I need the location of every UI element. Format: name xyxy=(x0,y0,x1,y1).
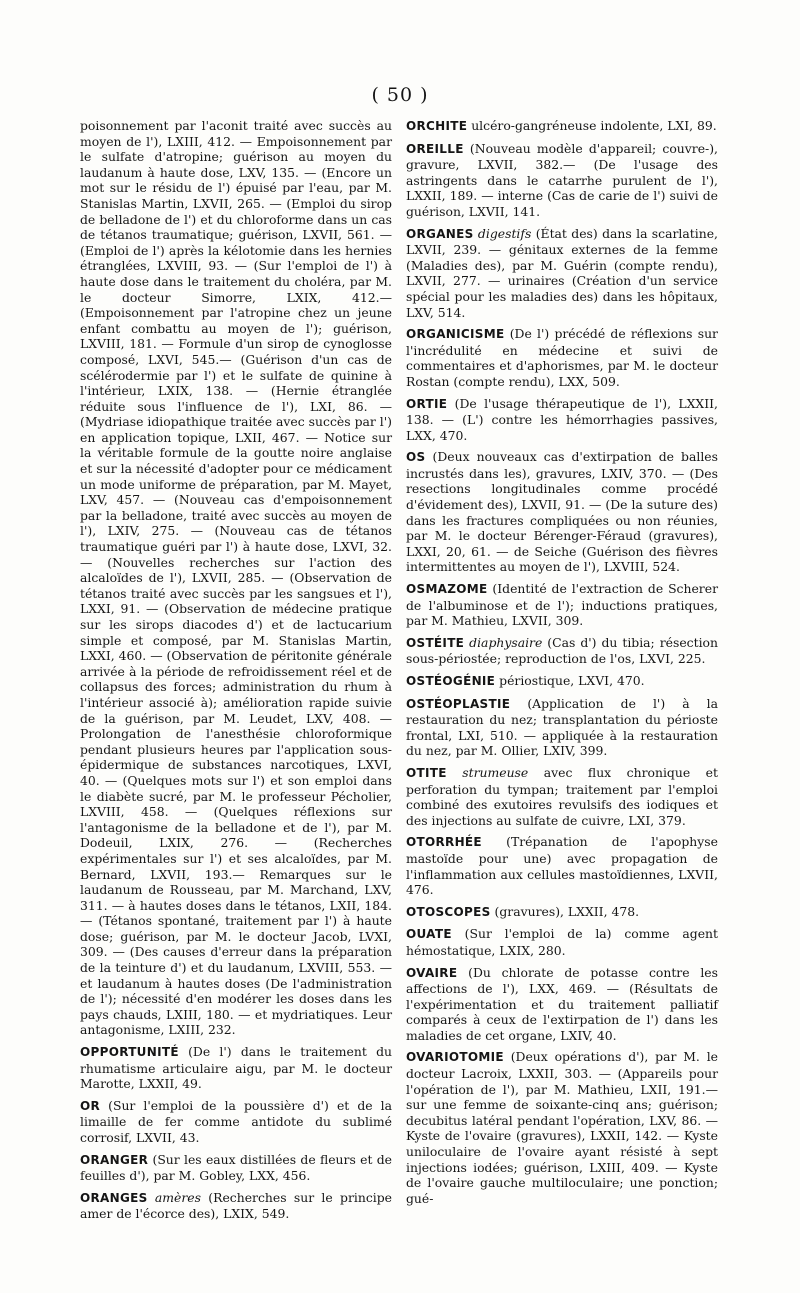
index-entry xyxy=(406,326,718,389)
entry-text: (Trépanation de l'apophyse mastoïde pour une) avec propagation de l'inflammation aux cellules mastoïdiennes, LXVII, 476. xyxy=(406,834,718,898)
index-entry xyxy=(406,926,718,958)
entry-text: (Application de l') à la restauration du nez; transplantation du périoste frontal, LXI, 510. — appliquée à la restauration du nez, par M. Ollier, LXIV, 399. xyxy=(406,695,718,759)
entry-text: périostique, LXVI, 470. xyxy=(499,673,645,688)
index-entry xyxy=(406,141,718,220)
entry-headword: ORANGER xyxy=(80,1152,149,1167)
entry-italic: digestifs xyxy=(477,225,532,241)
entry-text: ulcéro-gangréneuse indolente, LXI, 89. xyxy=(471,118,717,133)
index-entry xyxy=(80,1152,392,1184)
entry-headword: OVAIRE xyxy=(406,965,458,980)
entry-text: (Sur l'emploi de la) comme agent hémostatique, LXIX, 280. xyxy=(406,926,718,958)
entry-headword: ORCHITE xyxy=(406,119,468,133)
entry-headword: OSTÉITE xyxy=(406,635,465,650)
entry-text: (Du chlorate de potasse contre les affections de l'), LXX, 469. — (Résultats de l'expérimentation et du traitement palliatif comparés à ceux de l'extirpation de l') dans les maladies de cet organe, LXIV, 40. xyxy=(406,964,718,1043)
entry-italic: diaphysaire xyxy=(469,634,543,650)
entry-text: (De l') dans le traitement du rhumatisme articulaire aigu, par M. le docteur Marotte, LXXII, 49. xyxy=(80,1044,392,1092)
left-column xyxy=(80,118,392,1228)
entry-text: avec flux chronique et perforation du tympan; traitement par l'emploi combiné des exutoires revulsifs des iodiques et des injections au sulfate de cuivre, LXI, 379. xyxy=(406,764,718,828)
entry-text: (Sur les eaux distillées de fleurs et de feuilles d'), par M. Gobley, LXX, 456. xyxy=(80,1151,392,1184)
index-entry xyxy=(406,226,718,321)
entry-headword: ORTIE xyxy=(406,396,448,411)
entry-text: (Nouveau modèle d'appareil; couvre-), gravure, LXVII, 382.— (De l'usage des astringents dans le catarrhe purulent de l'), LXXII, 189. — interne (Cas de carie de l') suivi de guérison, LXVII, 141. xyxy=(406,140,718,219)
entry-text: (Deux opérations d'), par M. le docteur Lacroix, LXXII, 303. — (Appareils pour l'opération de l'), par M. Mathieu, LXII, 191.— sur une femme de soixante-cinq ans; guérison; decubitus latéral pendant l'opération, LXV, 86. — Kyste de l'ovaire (gravures), LXXII, 142. — Kyste uniloculaire de l'ovaire ayant résisté à sept injections iodées; guérison, LXIII, 409. — Kyste de l'ovaire gauche multiloculaire; une ponction; gué- xyxy=(406,1049,718,1206)
entry-text: (Cas d') du tibia; résection sous-périostée; reproduction de l'os, LXVI, 225. xyxy=(406,634,718,667)
continuation-text: poisonnement par l'aconit traité avec succès au moyen de l'), LXIII, 412. — Empoisonnement par le sulfate d'atropine; guérison au moyen du laudanum à haute dose, LXV, 135. — (Encore un mot sur le résidu de l') épuisé par l'eau, par M. Stanislas Martin, LXVII, 265. — (Emploi du sirop de belladone de l') et du chloroforme dans un cas de tétanos traumatique; guérison, LXVII, 561. — (Emploi de l') après la kélotomie dans les hernies étranglées, LXVIII, 93. — (Sur l'emploi de l') à haute dose dans le traitement du choléra, par M. le docteur Simorre, LXIX, 412.— (Empoisonnement par l'atropine chez un jeune enfant combattu au moyen de l'); guérison, LXVIII, 181. — Formule d'un sirop de cynoglosse composé, LXVI, 545.— (Guérison d'un cas de scélérodermie par l') et le sulfate de quinine à l'intérieur, LXIX, 138. — (Hernie étranglée réduite sous l'influence de l'), LXI, 86. — (Mydriase idiopathique traitée avec succès par l') en application topique, LXII, 467. — Notice sur la véritable formule de la goutte noire anglaise et sur la nécessité d'adopter pour ce médicament un mode uniforme de préparation, par M. Mayet, LXV, 457. — (Nouveau cas d'empoisonnement par la belladone, traité avec succès au moyen de l'), LXIV, 275. — (Nouveau cas de tétanos traumatique guéri par l') à haute dose, LXVI, 32. — (Nouvelles recherches sur l'action des alcaloïdes de l'), LXVII, 285. — (Observation de tétanos traité avec succès par les sangsues et l'), LXXI, 91. — (Observation de médecine pratique sur les sirops diacodes d') et de lactucarium simple et composé, par M. Stanislas Martin, LXXI, 460. — (Observation de péritonite générale arrivée à la période de refroidissement réel et de collapsus des forces; administration du rhum à l'intérieur associé à); amélioration rapide suivie de la guérison, par M. Leudet, LXV, 408. — Prolongation de l'anesthésie chloroformique pendant plusieurs heures par l'application sous-épidermique de substances narcotiques, LXVI, 40. — (Quelques mots sur l') et son emploi dans le diabète sucré, par M. le professeur Pécholier, LXVIII, 458. — (Quelques réflexions sur l'antagonisme de la belladone et de l'), par M. Dodeuil, LXIX, 276. — (Recherches expérimentales sur l') et ses alcaloïdes, par M. Bernard, LXVII, 193.— Remarques sur le laudanum de Rousseau, par M. Marchand, LXV, 311. — à hautes doses dans le tétanos, LXII, 184. — (Tétanos spontané, traitement par l') à haute dose; guérison, par M. le docteur Jacob, LVXI, 309. — (Des causes d'erreur dans la préparation de la teinture d') et du laudanum, LXVIII, 553. — et laudanum à hautes doses (De l'administration de l'); nécessité d'en modérer les doses dans les pays chauds, LXIII, 180. — et mydriatiques. Leur antagonisme, LXIII, 232. xyxy=(80,118,392,1038)
index-entry xyxy=(406,118,718,135)
index-entry xyxy=(406,396,718,444)
entry-headword: ORGANES xyxy=(406,226,474,241)
entry-headword: OVARIOTOMIE xyxy=(406,1050,504,1065)
entry-headword: OTORRHÉE xyxy=(406,835,482,850)
entry-headword: ORGANICISME xyxy=(406,327,505,342)
entry-headword: OREILLE xyxy=(406,141,464,156)
entry-headword: OS xyxy=(406,450,426,465)
entry-headword: OUATE xyxy=(406,927,452,942)
entry-text: (gravures), LXXII, 478. xyxy=(494,903,640,919)
index-entry xyxy=(406,765,718,828)
index-entry xyxy=(406,581,718,629)
entry-headword: OR xyxy=(80,1098,101,1113)
index-entry xyxy=(80,1044,392,1092)
index-entry xyxy=(406,673,718,690)
page-number: ( 50 ) xyxy=(371,84,429,106)
index-entry xyxy=(406,696,718,759)
entry-headword: OTITE xyxy=(406,765,447,780)
entry-italic: strumeuse xyxy=(462,764,529,780)
entry-headword: OPPORTUNITÉ xyxy=(80,1045,179,1060)
index-entry xyxy=(80,1190,392,1222)
index-entry xyxy=(406,449,718,575)
entry-headword: ORANGES xyxy=(80,1190,148,1205)
continuation-entry xyxy=(80,118,392,1038)
entry-headword: OSTÉOGÉNIE xyxy=(406,674,496,688)
index-entry xyxy=(406,904,718,921)
index-entry xyxy=(406,834,718,897)
entry-text: (De l') précédé de réflexions sur l'incrédulité en médecine et suivi de commentaires et d'aphorismes, par M. le docteur Rostan (compte rendu), LXX, 509. xyxy=(406,326,718,389)
index-entry xyxy=(406,635,718,667)
entry-headword: OTOSCOPES xyxy=(406,904,491,919)
entry-headword: OSMAZOME xyxy=(406,582,488,597)
entry-text: (État des) dans la scarlatine, LXVII, 239. — génitaux externes de la femme (Maladies des), par M. Guérin (compte rendu), LXVII, 277. — urinaires (Création d'un service spécial pour les maladies des) dans les hôpitaux, LXV, 514. xyxy=(406,225,718,320)
entry-text: (Sur l'emploi de la poussière d') et de la limaille de fer comme antidote du sublimé corrosif, LXVII, 43. xyxy=(80,1097,392,1145)
index-entry xyxy=(406,965,718,1044)
entry-text: (Deux nouveaux cas d'extirpation de balles incrustés dans les), gravures, LXIV, 370. — (Des resections longitudinales comme procédé d'évidement des), LXVII, 91. — (De la suture des) dans les fractures compliquées ou non réunies, par M. le docteur Bérenger-Féraud (gravures), LXXI, 20, 61. — de Seiche (Guérison des fièvres intermittentes au moyen de l'), LXVIII, 524. xyxy=(406,449,718,575)
right-column xyxy=(406,118,718,1212)
entry-italic: amères xyxy=(154,1189,201,1205)
index-entry xyxy=(406,1049,718,1206)
entry-text: (Identité de l'extraction de Scherer de l'albuminose et de l'); inductions pratiques, par M. Mathieu, LXVII, 309. xyxy=(406,581,718,629)
index-entry xyxy=(80,1098,392,1146)
entry-headword: OSTÉOPLASTIE xyxy=(406,696,511,711)
entry-text: (De l'usage thérapeutique de l'), LXXII, 138. — (L') contre les hémorrhagies passives, LXX, 470. xyxy=(406,395,718,443)
entry-text: (Recherches sur le principe amer de l'écorce des), LXIX, 549. xyxy=(80,1189,392,1222)
